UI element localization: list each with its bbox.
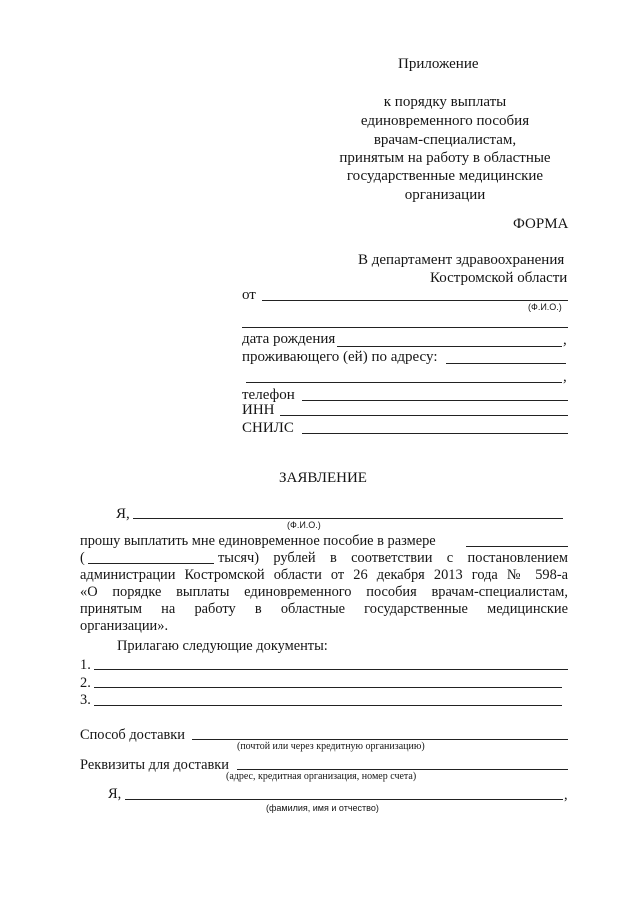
statement-line-4: «О порядке выплаты единовременного пособия врачам-специалистам, [80,584,568,600]
signature-comma: , [564,787,568,803]
appendix-line-4: принятым на работу в областные [339,150,551,166]
delivery-method-field[interactable] [192,739,568,740]
appendix-line-3: врачам-специалистам, [373,132,517,148]
appendix-line-5: государственные медицинские [346,168,544,184]
birth-comma: , [563,332,567,348]
birth-label: дата рождения [242,331,336,347]
appendix-line-1: к порядку выплаты [383,94,507,110]
signature-i-label: Я, [108,786,122,802]
attach-item-2-field[interactable] [94,687,562,688]
inn-field[interactable] [280,415,568,416]
requisites-field[interactable] [237,769,568,770]
addressee-line-2: Костромской области [430,270,568,286]
statement-line-6: организации». [80,618,169,634]
address-field[interactable] [446,363,566,364]
phone-label: телефон [242,387,295,403]
appendix-line-6: организации [404,187,486,203]
appendix-title: Приложение [398,56,479,72]
attach-item-1-number: 1. [80,657,91,673]
statement-line-3: администрации Костромской области от 26 декабря 2013 года № 598-а [80,567,568,583]
fio-line[interactable] [262,300,568,301]
statement-fio-caption: (Ф.И.О.) [287,520,321,530]
address-label: проживающего (ей) по адресу: [242,349,438,365]
attach-item-3-field[interactable] [94,705,562,706]
address-comma: , [563,369,567,385]
statement-title: ЗАЯВЛЕНИЕ [279,470,367,486]
appendix-line-2: единовременного пособия [360,113,530,129]
fio-caption: (Ф.И.О.) [528,302,562,312]
requisites-label: Реквизиты для доставки [80,757,229,773]
signature-name-field[interactable] [125,799,563,800]
delivery-method-caption: (почтой или через кредитную организацию) [237,741,425,752]
statement-line-5: принятым на работу в областные государственные медицинские [80,601,568,617]
statement-paren-open: ( [80,550,85,566]
form-label: ФОРМА [513,216,569,232]
attach-item-1-field[interactable] [94,669,568,670]
address-field-2[interactable] [246,382,562,383]
snils-label: СНИЛС [242,420,294,436]
statement-fio-field[interactable] [133,518,563,519]
statement-line-1: прошу выплатить мне единовременное пособие в размере [80,533,436,549]
phone-field[interactable] [302,400,568,401]
snils-field[interactable] [302,433,568,434]
attach-label: Прилагаю следующие документы: [117,638,328,654]
from-label: от [242,287,256,303]
requisites-caption: (адрес, кредитная организация, номер счета) [226,771,417,782]
inn-label: ИНН [242,402,275,418]
addressee-line-1: В департамент здравоохранения [358,252,565,268]
signature-name-caption: (фамилия, имя и отчество) [266,803,379,813]
attach-item-2-number: 2. [80,675,91,691]
delivery-method-label: Способ доставки [80,727,185,743]
amount-words-field[interactable] [88,563,214,564]
attach-item-3-number: 3. [80,692,91,708]
birth-date-field[interactable] [337,346,562,347]
statement-line-2: тысяч) рублей в соответствии с постановлением [218,550,568,566]
fio-line-2[interactable] [242,327,568,328]
amount-field[interactable] [466,546,568,547]
statement-i-label: Я, [116,506,130,522]
